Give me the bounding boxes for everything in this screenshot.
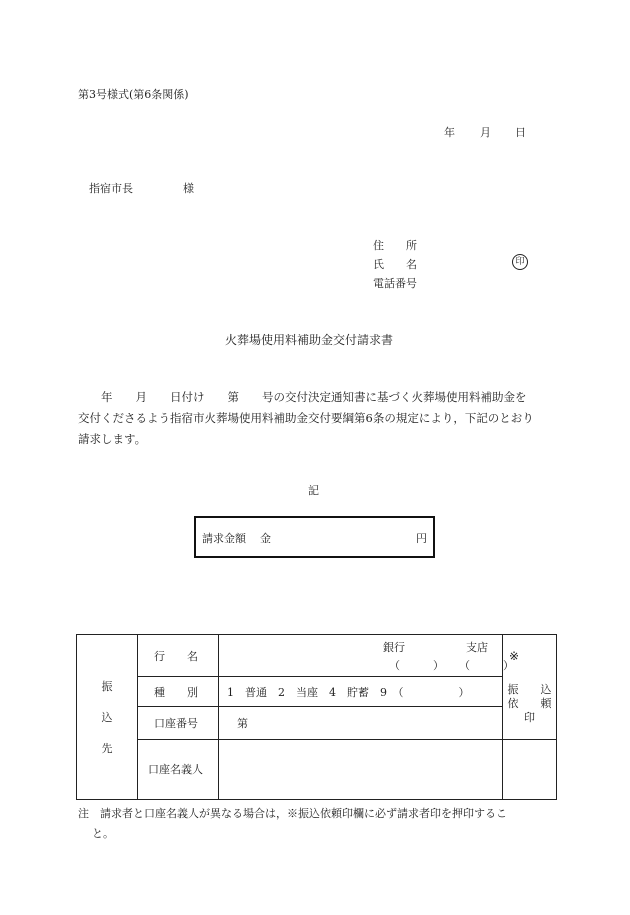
seal-cell-line-2: 依 頼	[507, 696, 552, 710]
addressee-honorific: 様	[183, 182, 194, 195]
amount-yen: 円	[416, 532, 427, 545]
body-line-3: 請求します。	[78, 432, 147, 446]
document-title: 火葬場使用料補助金交付請求書	[225, 333, 394, 347]
date-day: 日	[515, 126, 526, 139]
transfer-destination-label-cell	[77, 635, 138, 800]
seal-cell-line-3: 印	[524, 710, 535, 724]
note-line-1: 注 請求者と口座名義人が異なる場合は，※振込依頼印欄に必ず請求者印を押印するこ	[78, 807, 507, 820]
amount-label: 請求金額	[202, 532, 246, 545]
side-char-1: 振	[101, 679, 113, 693]
side-char-3: 先	[101, 741, 113, 755]
transfer-seal-cell[interactable]	[503, 677, 557, 739]
bank-name-label: 行 名	[138, 635, 219, 677]
form-number: 第3号様式(第6条関係)	[78, 88, 189, 101]
seal-mark: 印	[512, 254, 528, 270]
date-month: 月	[480, 126, 491, 139]
kome-mark: ※	[509, 649, 520, 663]
account-number-field[interactable]: 第	[219, 707, 503, 739]
applicant-name-label: 氏 名	[373, 258, 417, 271]
applicant-address-label: 住 所	[373, 239, 417, 252]
side-char-2: 込	[101, 710, 113, 724]
empty-cell	[503, 739, 557, 799]
body-text	[78, 387, 558, 450]
account-holder-label: 口座名義人	[138, 739, 219, 799]
bank-paren: （ ）	[389, 659, 444, 672]
bank-transfer-table	[76, 634, 557, 800]
branch-suffix: 支店	[466, 641, 488, 654]
applicant-phone-label: 電話番号	[373, 277, 417, 290]
body-line-1: 年 月 日付け 第 号の交付決定通知書に基づく火葬場使用料補助金を	[78, 390, 527, 404]
account-type-options[interactable]: 1 普通 2 当座 4 貯蓄 9 （ ）	[219, 677, 503, 707]
account-holder-field[interactable]	[219, 739, 503, 799]
bank-name-field[interactable]	[219, 635, 514, 677]
note-line-2: と。	[92, 827, 114, 840]
bank-suffix: 銀行	[383, 641, 405, 654]
account-type-label: 種 別	[138, 677, 219, 707]
date-year: 年	[444, 126, 455, 139]
seal-cell-line-1: 振 込	[507, 682, 552, 696]
amount-box	[194, 516, 435, 558]
addressee-name: 指宿市長	[89, 182, 133, 195]
account-number-label: 口座番号	[138, 707, 219, 739]
branch-paren: （ ）	[459, 659, 514, 672]
amount-kin: 金	[260, 532, 271, 545]
ki-heading: 記	[308, 484, 319, 497]
body-line-2: 交付くださるよう指宿市火葬場使用料補助金交付要綱第6条の規定により，下記のとおり	[78, 411, 534, 425]
kome-cell	[503, 635, 557, 677]
